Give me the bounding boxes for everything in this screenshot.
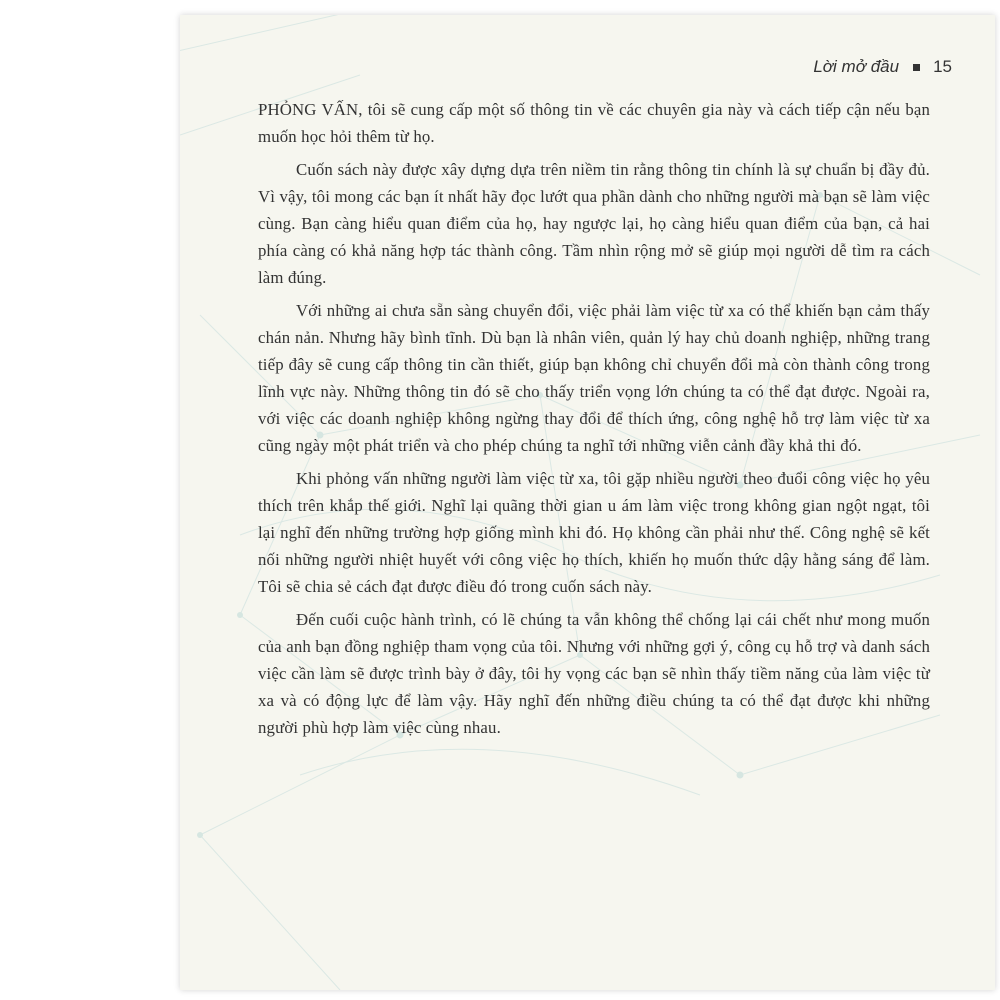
paragraph: Với những ai chưa sẵn sàng chuyển đổi, việc phải làm việc từ xa có thể khiến bạn cảm thấy chán nản. Nhưng hãy bình tĩnh. Dù bạn là nhân viên, quản lý hay chủ doanh nghiệp, những trang tiếp đây sẽ cung cấp thông tin cần thiết, giúp bạn không chỉ chuyển đổi mà còn thành công trong lĩnh vực này. Những thông tin đó sẽ cho thấy triển vọng lớn chúng ta có thể đạt được. Ngoài ra, với việc các doanh nghiệp không ngừng thay đổi để thích ứng, công nghệ hỗ trợ làm việc từ xa cũng ngày một phát triển và cho phép chúng ta nghĩ tới những viễn cảnh đầy khả thi đó. — [258, 301, 930, 455]
paragraph: Cuốn sách này được xây dựng dựa trên niềm tin rằng thông tin chính là sự chuẩn bị đầy đủ. Vì vậy, tôi mong các bạn ít nhất hãy đọc lướt qua phần dành cho những người mà bạn sẽ làm việc cùng. Bạn càng hiểu quan điểm của họ, hay ngược lại, họ càng hiểu quan điểm của bạn, cả hai phía càng có khả năng hợp tác thành công. Tầm nhìn rộng mở sẽ giúp mọi người dễ tìm ra cách làm đúng. — [258, 160, 930, 287]
chapter-title: Lời mở đầu — [813, 57, 900, 76]
book-page — [180, 15, 995, 990]
header-separator-icon — [913, 64, 920, 71]
page-number: 15 — [933, 57, 952, 76]
running-header — [813, 57, 952, 77]
body-text — [258, 96, 930, 747]
paragraph: PHỎNG VẤN, tôi sẽ cung cấp một số thông tin về các chuyên gia này và cách tiếp cận nếu bạn muốn học hỏi thêm từ họ. — [258, 100, 930, 146]
paragraph: Đến cuối cuộc hành trình, có lẽ chúng ta vẫn không thể chống lại cái chết như mong muốn của anh bạn đồng nghiệp tham vọng của tôi. Nhưng với những gợi ý, công cụ hỗ trợ và danh sách việc cần làm sẽ được trình bày ở đây, tôi hy vọng các bạn sẽ nhìn thấy tiềm năng của làm việc từ xa và có động lực để làm vậy. Hãy nghĩ đến những điều chúng ta có thể đạt được khi những người phù hợp làm việc cùng nhau. — [258, 610, 930, 737]
paragraph: Khi phỏng vấn những người làm việc từ xa, tôi gặp nhiều người theo đuổi công việc họ yêu thích trên khắp thế giới. Nghĩ lại quãng thời gian u ám làm việc trong không gian ngột ngạt, tôi lại nghĩ đến những trường hợp giống mình khi đó. Họ không cần phải như thế. Công nghệ sẽ kết nối những người nhiệt huyết với công việc họ thích, khiến họ muốn thức dậy hằng sáng để làm. Tôi sẽ chia sẻ cách đạt được điều đó trong cuốn sách này. — [258, 469, 930, 596]
